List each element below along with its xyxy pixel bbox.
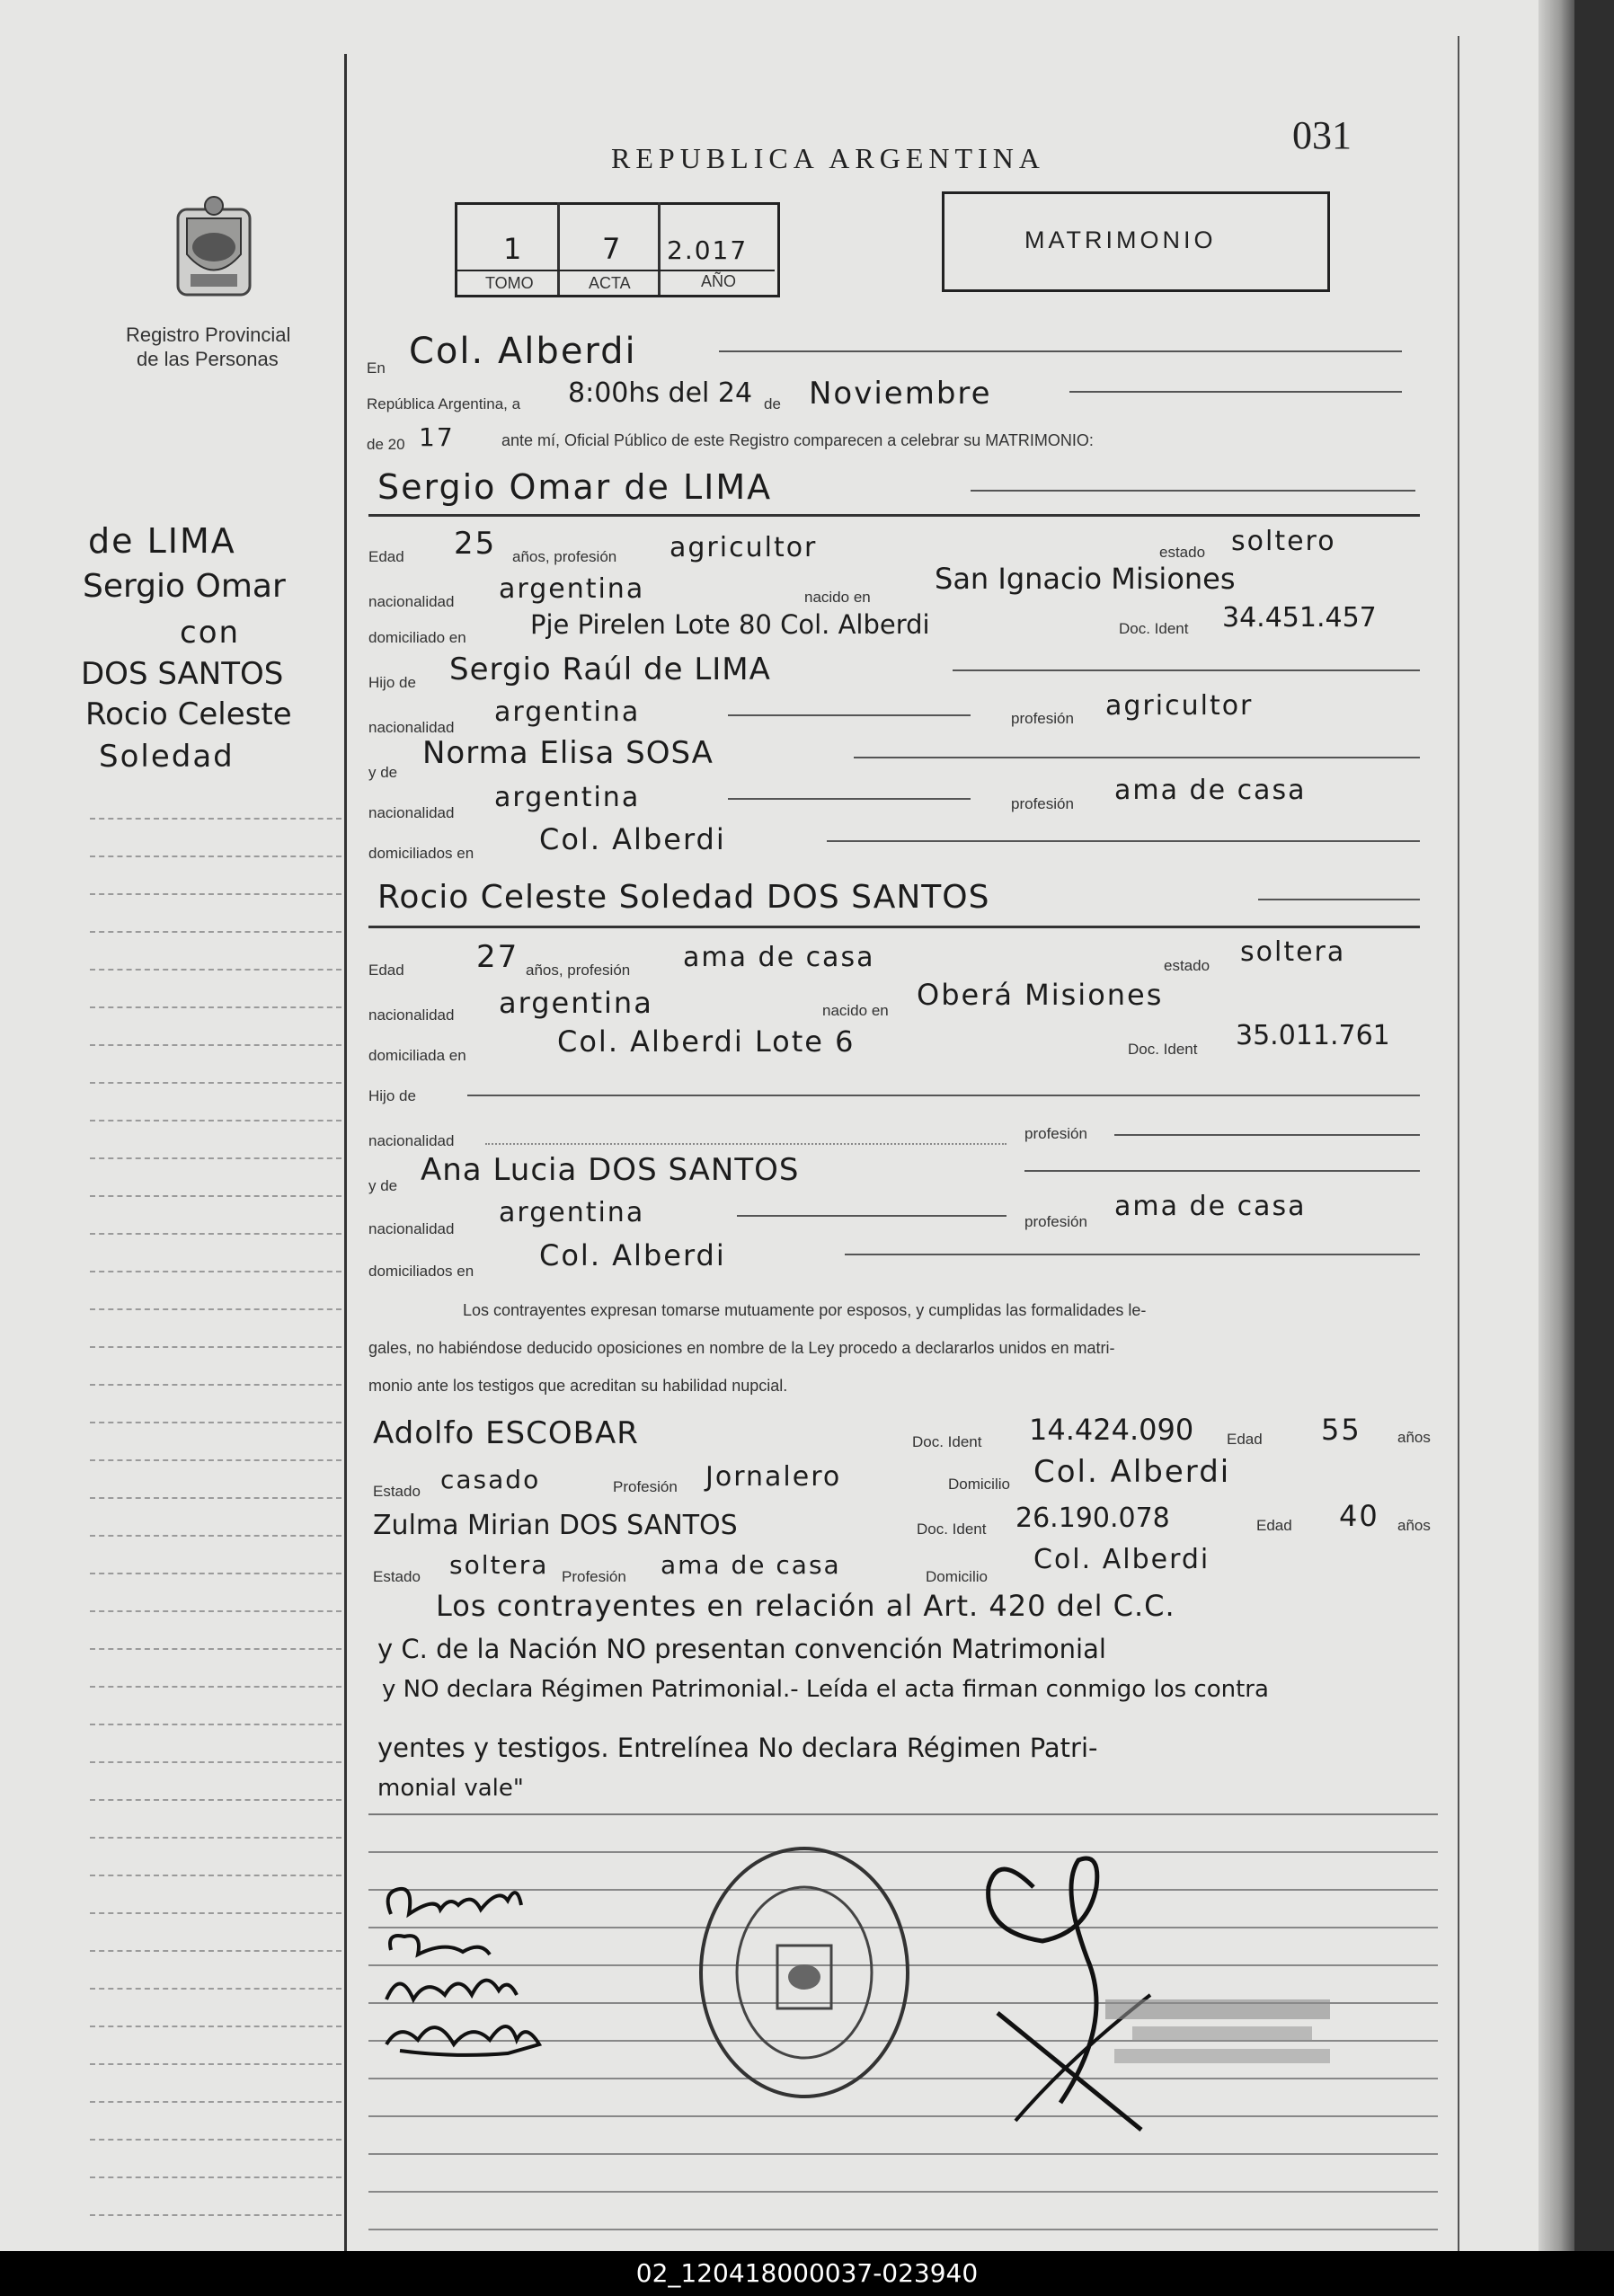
- witness1-doc-label: Doc. Ident: [912, 1433, 982, 1450]
- bride-name: Rocio Celeste Soledad DOS SANTOS: [377, 879, 990, 916]
- witness1-name: Adolfo ESCOBAR: [373, 1415, 639, 1451]
- bride-father-rule: [467, 1095, 1420, 1096]
- witness2-address: Col. Alberdi: [1033, 1544, 1210, 1575]
- bride-father-prof-rule: [1114, 1134, 1420, 1136]
- bride-mother-prof-label: profesión: [1024, 1213, 1087, 1230]
- bride-marital: soltera: [1240, 936, 1346, 968]
- witness1-prof-label: Profesión: [613, 1478, 678, 1495]
- witness1-anos-label: años: [1397, 1429, 1431, 1446]
- groom-doc: 34.451.457: [1222, 602, 1377, 634]
- witness2-doc: 26.190.078: [1015, 1503, 1170, 1534]
- bride-estado-label: estado: [1164, 957, 1210, 974]
- bride-parents-address: Col. Alberdi: [539, 1238, 726, 1272]
- declaration-line3: monio ante los testigos que acreditan su habilidad nupcial.: [368, 1377, 788, 1395]
- witness1-dom-label: Domicilio: [948, 1476, 1010, 1493]
- note-line4: yentes y testigos. Entrelínea No declara Régimen Patri-: [377, 1733, 1098, 1763]
- groom-doc-label: Doc. Ident: [1119, 620, 1189, 637]
- bride-mother-nat-label: nacionalidad: [368, 1220, 455, 1237]
- groom-mother-prof-label: profesión: [1011, 795, 1074, 812]
- time-day-value: 8:00hs del 24: [568, 377, 753, 409]
- republica-label: República Argentina, a: [367, 395, 521, 412]
- margin-note-line6: Soledad: [99, 739, 235, 775]
- official-seal: [692, 1842, 917, 2103]
- left-margin-rule: [344, 54, 347, 2251]
- groom-age: 25: [454, 526, 497, 562]
- year-prefix-label: de 20: [367, 436, 405, 453]
- party-signatures: [373, 1878, 589, 2085]
- volume-box-divider-1: [557, 202, 560, 295]
- act-type-label: MATRIMONIO: [1024, 226, 1217, 253]
- signature-area-rule-12: [368, 2229, 1438, 2230]
- bride-domiciliada-label: domiciliada en: [368, 1047, 466, 1064]
- signature-area-rule-11: [368, 2191, 1438, 2193]
- witness1-profession: Jornalero: [705, 1461, 842, 1493]
- bride-nacido-label: nacido en: [822, 1002, 889, 1019]
- month-rule: [1069, 391, 1402, 393]
- groom-mother-nationality: argentina: [494, 782, 641, 813]
- groom-address: Pje Pirelen Lote 80 Col. Alberdi: [530, 609, 930, 640]
- bride-hijo-label: Hijo de: [368, 1087, 416, 1104]
- ano-label: AÑO: [701, 272, 737, 290]
- groom-nacionalidad-label: nacionalidad: [368, 593, 455, 610]
- signature-area-rule-1: [368, 1813, 1438, 1815]
- de-label: de: [764, 395, 781, 412]
- declaration-line2: gales, no habiéndose deducido oposiciones en nombre de la Ley procedo a declararlos unidos en matri-: [368, 1339, 1115, 1357]
- note-line2: y C. de la Nación NO presentan convención Matrimonial: [377, 1634, 1106, 1664]
- witness2-prof-label: Profesión: [562, 1568, 626, 1585]
- margin-note-line3: con: [180, 615, 241, 651]
- bride-mother-profession: ama de casa: [1114, 1191, 1307, 1222]
- groom-parents-dom-label: domiciliados en: [368, 845, 474, 862]
- bride-anos-profesion-label: años, profesión: [526, 962, 631, 979]
- page-edge-shadow: [1539, 0, 1574, 2251]
- groom-name-rule: [971, 490, 1415, 492]
- groom-name: Sergio Omar de LIMA: [377, 467, 773, 507]
- note-line1: Los contrayentes en relación al Art. 420 del C.C.: [436, 1589, 1175, 1623]
- bride-doc-label: Doc. Ident: [1128, 1041, 1198, 1058]
- bride-birthplace: Oberá Misiones: [917, 978, 1164, 1012]
- month-value: Noviembre: [809, 376, 992, 412]
- groom-father-rule: [953, 669, 1420, 671]
- margin-note-line4: DOS SANTOS: [81, 656, 284, 692]
- bride-mother-rule: [1024, 1170, 1420, 1172]
- witness2-profession: ama de casa: [661, 1550, 841, 1580]
- file-id-caption: 02_120418000037-023940: [0, 2251, 1614, 2296]
- groom-anos-profesion-label: años, profesión: [512, 548, 617, 565]
- groom-nationality: argentina: [499, 573, 645, 605]
- acta-value: 7: [602, 232, 623, 266]
- ano-value: 2.017: [667, 235, 749, 265]
- registry-name-line2: de las Personas: [137, 348, 279, 370]
- bride-mother-nat-rule: [737, 1215, 1007, 1217]
- witness2-estado-label: Estado: [373, 1568, 421, 1585]
- witness2-anos-label: años: [1397, 1517, 1431, 1534]
- witness1-estado-label: Estado: [373, 1483, 421, 1500]
- bride-doc: 35.011.761: [1236, 1020, 1390, 1051]
- groom-estado-label: estado: [1159, 544, 1206, 561]
- groom-mother-rule: [854, 757, 1420, 758]
- country-heading: REPUBLICA ARGENTINA: [611, 142, 1045, 174]
- margin-note-line2: Sergio Omar: [83, 568, 286, 605]
- margin-note-line5: Rocio Celeste: [85, 696, 292, 732]
- bride-father-nat-dots: [485, 1143, 1007, 1145]
- year-suffix-value: 17: [419, 422, 455, 452]
- witness2-edad-label: Edad: [1256, 1517, 1292, 1534]
- groom-father-nat-label: nacionalidad: [368, 719, 455, 736]
- right-margin-rule: [1458, 36, 1459, 2251]
- groom-hijo-label: Hijo de: [368, 674, 416, 691]
- note-line5: monial vale": [377, 1775, 524, 1802]
- volume-box-hline: [455, 270, 775, 271]
- bride-nationality: argentina: [499, 986, 653, 1020]
- place-rule: [719, 350, 1402, 352]
- witness2-doc-label: Doc. Ident: [917, 1520, 987, 1538]
- witness1-doc: 14.424.090: [1029, 1413, 1194, 1447]
- witness2-dom-label: Domicilio: [926, 1568, 988, 1585]
- groom-parents-address: Col. Alberdi: [539, 822, 726, 856]
- groom-edad-label: Edad: [368, 548, 404, 565]
- groom-parents-rule: [827, 840, 1420, 842]
- bride-father-prof-label: profesión: [1024, 1125, 1087, 1142]
- bride-parents-rule: [845, 1254, 1420, 1255]
- note-line3: y NO declara Régimen Patrimonial.- Leída el acta firman conmigo los contra: [382, 1676, 1269, 1703]
- witness2-age: 40: [1339, 1499, 1379, 1533]
- bride-name-rule: [1258, 899, 1420, 900]
- bride-yde-label: y de: [368, 1177, 398, 1194]
- place-value: Col. Alberdi: [409, 331, 637, 372]
- signature-area-rule-10: [368, 2153, 1438, 2155]
- witness2-marital: soltera: [449, 1550, 549, 1580]
- tomo-label: TOMO: [485, 274, 534, 292]
- bride-parents-dom-label: domiciliados en: [368, 1263, 474, 1280]
- groom-yde-label: y de: [368, 764, 398, 781]
- declaration-line1: Los contrayentes expresan tomarse mutuamente por esposos, y cumplidas las formalidades le-: [463, 1301, 1147, 1319]
- witness1-address: Col. Alberdi: [1033, 1454, 1231, 1490]
- bride-father-nat-label: nacionalidad: [368, 1132, 455, 1149]
- bride-mother-nationality: argentina: [499, 1197, 645, 1228]
- volume-box-divider-2: [658, 202, 661, 295]
- groom-father-nat-rule: [728, 714, 971, 716]
- intro-statement: ante mí, Oficial Público de este Registro comparecen a celebrar su MATRIMONIO:: [501, 431, 1094, 449]
- groom-father-nationality: argentina: [494, 696, 641, 728]
- groom-mother-nat-rule: [728, 798, 971, 800]
- official-signature: [962, 1833, 1357, 2139]
- groom-mother-nat-label: nacionalidad: [368, 804, 455, 821]
- witness2-name: Zulma Mirian DOS SANTOS: [373, 1510, 738, 1541]
- groom-father-profession: agricultor: [1105, 690, 1254, 722]
- bride-age: 27: [476, 939, 519, 975]
- groom-father-prof-label: profesión: [1011, 710, 1074, 727]
- groom-domiciliado-label: domiciliado en: [368, 629, 466, 646]
- registry-name-line1: Registro Provincial: [126, 324, 291, 346]
- bride-edad-label: Edad: [368, 962, 404, 979]
- bride-mother: Ana Lucia DOS SANTOS: [421, 1152, 800, 1188]
- groom-birthplace: San Ignacio Misiones: [935, 562, 1236, 596]
- witness1-edad-label: Edad: [1227, 1431, 1263, 1448]
- tomo-value: 1: [503, 232, 524, 266]
- page-number: 031: [1292, 113, 1352, 157]
- bride-profession: ama de casa: [683, 942, 875, 973]
- bride-section-rule: [368, 926, 1420, 928]
- groom-nacido-label: nacido en: [804, 589, 871, 606]
- acta-label: ACTA: [589, 274, 631, 292]
- witness1-age: 55: [1321, 1413, 1361, 1447]
- witness1-marital: casado: [440, 1465, 541, 1494]
- groom-marital: soltero: [1231, 526, 1336, 557]
- groom-section-rule: [368, 514, 1420, 517]
- bride-nacionalidad-label: nacionalidad: [368, 1006, 455, 1024]
- margin-note-line1: de LIMA: [88, 521, 236, 561]
- registry-emblem: [160, 191, 268, 313]
- groom-profession: agricultor: [670, 532, 818, 563]
- groom-father: Sergio Raúl de LIMA: [449, 652, 771, 687]
- en-label: En: [367, 359, 386, 377]
- groom-mother-profession: ama de casa: [1114, 775, 1307, 806]
- groom-mother: Norma Elisa SOSA: [422, 735, 714, 771]
- bride-address: Col. Alberdi Lote 6: [557, 1024, 856, 1059]
